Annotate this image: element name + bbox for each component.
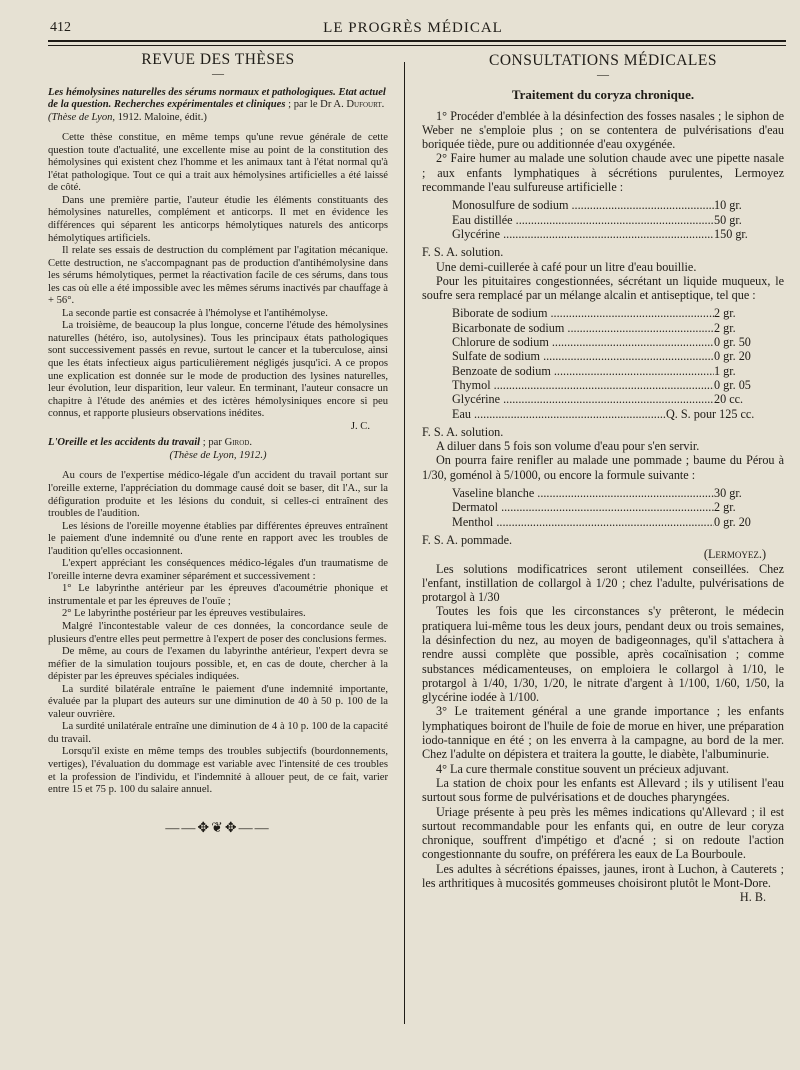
ingredient: Eau ..... bbox=[452, 407, 666, 421]
ingredient: Chlorure de sodium ..... bbox=[452, 335, 714, 349]
prescription-row bbox=[452, 213, 784, 227]
ingredient: Biborate de sodium ..... bbox=[452, 306, 714, 320]
fsa-note: F. S. A. solution. bbox=[422, 424, 504, 439]
prescription-row bbox=[452, 321, 784, 335]
right-paragraph: Les adultes à sécrétions épaisses, jaunes, iront à Luchon, à Cauterets ; les arthritiques à mucosités gommeuses choisiront plutôt le Mont-Dore. bbox=[422, 861, 784, 891]
prescription-row bbox=[452, 306, 784, 320]
title-dash: — bbox=[212, 65, 224, 80]
article1-signature: J. C. bbox=[350, 420, 370, 432]
prescription-row bbox=[452, 378, 784, 392]
quantity: 2 gr. bbox=[714, 500, 736, 515]
article2-paragraph: 1° Le labyrinthe antérieur par les épreuves d'acoumétrie phonique et instrumentale et par les épreuves de l'ouïe ; bbox=[48, 583, 388, 607]
right-paragraph: Les solutions modificatrices seront utilement conseillées. Chez l'enfant, instillation de collargol à 1/20 ; chez l'adulte, pulvérisations de protargol à 1/30 bbox=[422, 561, 784, 605]
quantity: 2 gr. bbox=[714, 320, 736, 335]
section-title-theses: REVUE DES THÈSES bbox=[141, 51, 295, 68]
prescription-row bbox=[452, 364, 784, 378]
quantity: 0 gr. 05 bbox=[714, 377, 751, 392]
right-paragraph: Uriage présente à peu près les mêmes indications qu'Allevard ; il est surtout recommandable pour les enfants qui, en outre de leur coryza chronique, souffrent d'impétigo et d'acné ; si on redoute l'action congestionnante du soufre, on préférera les eaux de La Bourboule. bbox=[422, 804, 784, 862]
quantity: 20 cc. bbox=[714, 392, 744, 407]
article2-author-prefix: ; par bbox=[202, 437, 222, 449]
prescription-row bbox=[452, 227, 784, 241]
quantity: 2 gr. bbox=[714, 306, 736, 321]
prescription-row bbox=[452, 500, 784, 514]
fsa-note: F. S. A. solution. bbox=[422, 245, 504, 260]
article1-citation: (Thèse de Lyon, bbox=[48, 111, 116, 123]
left-column bbox=[48, 44, 388, 835]
ingredient: Glycérine ..... bbox=[452, 227, 714, 241]
quantity: 10 gr. bbox=[714, 198, 742, 213]
right-paragraph: Une demi-cuillerée à café pour un litre d'eau bouillie. bbox=[436, 259, 697, 274]
prescription-row bbox=[452, 335, 784, 349]
fsa-note: F. S. A. pommade. bbox=[422, 532, 513, 547]
subtitle-coryza: Traitement du coryza chronique. bbox=[511, 87, 695, 103]
article2-paragraph: La surdité bilatérale entraîne le paiement d'une indemnité importante, évaluée par la plupart des auteurs sur une diminution de 40 à 50 p. 100 de la valeur ouvrière. bbox=[48, 683, 388, 720]
article1-paragraph: Il relate ses essais de destruction du complément par l'agitation mécanique. Cette destruction, ne s'accompagnant pas de production d'antihémolysine dans les sérums hémolytiques, permet la réactivation facile de ces sérums, dans tous les cas où elle a été impossible avec les mêmes sérums inactivés par chauffage à + 56°. bbox=[48, 245, 388, 307]
article1-title: Les hémolysines naturelles des sérums normaux et pathologiques. Etat actuel de la question. Recherches expérimentales et cliniques bbox=[48, 86, 386, 111]
article1-author: Dufourt. bbox=[346, 99, 385, 111]
ingredient: Vaseline blanche ..... bbox=[452, 486, 714, 500]
article1-citation-rest: 1912. Maloine, édit.) bbox=[117, 111, 207, 123]
right-column bbox=[422, 44, 784, 905]
right-paragraph: La station de choix pour les enfants est Allevard ; ils y utilisent l'eau surtout sous forme de pulvérisations et de douches pharyngées. bbox=[422, 775, 784, 805]
page-number: 412 bbox=[50, 20, 71, 35]
quantity: Q. S. pour 125 cc. bbox=[666, 406, 755, 421]
ingredient: Menthol ..... bbox=[452, 515, 714, 529]
article2-author: Girod. bbox=[224, 437, 252, 449]
article2-paragraph: Les lésions de l'oreille moyenne établies par différentes épreuves entraînent le paiement d'une indemnité ou d'une rente en rapport avec les troubles de l'audition qu'elles occasionnent. bbox=[48, 520, 388, 557]
ingredient: Monosulfure de sodium ..... bbox=[452, 198, 714, 212]
ingredient: Thymol ..... bbox=[452, 378, 714, 392]
ingredient: Benzoate de sodium ..... bbox=[452, 364, 714, 378]
article2-paragraph: L'expert appréciant les conséquences médico-légales d'un traumatisme de l'oreille interne devra examiner séparément et successivement : bbox=[48, 558, 388, 582]
prescription-2 bbox=[452, 306, 784, 420]
article2-paragraph: Malgré l'incontestable valeur de ces données, la concordance seule de plusieurs d'entre elles peut permettre à l'expert de poser des conclusions fermes. bbox=[48, 620, 388, 645]
prescription-row bbox=[452, 349, 784, 363]
ornament-divider: ——✥❦✥—— bbox=[165, 820, 271, 836]
section-title-consultations: CONSULTATIONS MÉDICALES bbox=[489, 52, 717, 69]
title-dash: — bbox=[597, 67, 609, 82]
article2-paragraph: Au cours de l'expertise médico-légale d'un accident du travail portant sur l'oreille externe, l'appréciation du dommage causé doit se baser, dit l'A., sur la défiguration produite et les lésions du conduit, si celles-ci entraînent des troubles de l'audition. bbox=[48, 470, 388, 520]
column-divider bbox=[404, 62, 405, 1024]
right-paragraph: 4° La cure thermale constitue souvent un précieux adjuvant. bbox=[436, 761, 729, 776]
article2-citation: (Thèse de Lyon, 1912.) bbox=[169, 449, 267, 461]
right-paragraph: A diluer dans 5 fois son volume d'eau pour s'en servir. bbox=[436, 439, 700, 454]
ingredient: Sulfate de sodium ..... bbox=[452, 349, 714, 363]
ingredient: Glycérine ..... bbox=[452, 392, 714, 406]
prescription-row bbox=[452, 392, 784, 406]
article2-paragraph: La surdité unilatérale entraîne une diminution de 4 à 10 p. 100 de la capacité du travail. bbox=[48, 721, 388, 745]
article1-paragraph: La seconde partie est consacrée à l'hémolyse et l'antihémolyse. bbox=[62, 307, 328, 319]
article1-paragraph: Dans une première partie, l'auteur étudie les éléments constituants des hémolysines naturelles, complément et anticorps. Il met en évidence les différences qui séparent les anticorps hémolytiques naturels des anticorps hémolytiques artificiels. bbox=[48, 194, 388, 244]
article1-paragraph: La troisième, de beaucoup la plus longue, concerne l'étude des hémolysines naturelles (hétéro, iso, autolysines). Tous les principaux états pathologiques sont successivement passés en revue, surtout le cancer et la tuberculose, ainsi que les états infectieux aigus particulièrement négligés jusqu'ici. A ce propos une explication est donnée sur le mode de production des lysines naturelles, leur évolution, leur disparition, leur valeur. En terminant, l'auteur consacre un chapitre à l'étude des anémies et des ictères hémolysiniques encore si peu connus, et rapporte plusieurs observations inédites. bbox=[48, 320, 388, 420]
attribution: (Lermoyez.) bbox=[703, 547, 766, 562]
article2-paragraph: De même, au cours de l'examen du labyrinthe antérieur, l'expert devra se méfier de la simulation toujours possible, et, en cas de doute, chercher à la dépister par les épreuves spéciales indiquées. bbox=[48, 646, 388, 683]
page-header bbox=[40, 18, 786, 38]
article2-paragraph: Lorsqu'il existe en même temps des troubles subjectifs (bourdonnements, vertiges), l'évaluation du dommage est variable avec l'intensité de ces troubles et la profession de l'individu, et l'indemnité à allouer peut, de ce fait, varier entre 15 et 75 p. 100 du salaire annuel. bbox=[48, 746, 388, 796]
right-paragraph: Toutes les fois que les circonstances s'y prêteront, le médecin pratiquera lui-même tous les deux jours, pendant deux ou trois semaines, la désinfection du nez, au moyen de badigeonnages, qu'il s'attachera à rendre aussi complète que possible, après cocaïnisation ; comme substances médicamenteuses, on emploiera le collargol à 1/10, le protargol à 1/40, 1/30, 1/20, le nitrate d'argent à 1/100, 1/60, 1/50, la glycérine iodée à 1/100. bbox=[422, 604, 784, 705]
right-paragraph: On pourra faire renifler au malade une pommade ; baume du Pérou à 1/30, goménol à 5/1000, ou encore la formule suivante : bbox=[422, 453, 784, 482]
prescription-row bbox=[452, 486, 784, 500]
ingredient: Bicarbonate de sodium ..... bbox=[452, 321, 714, 335]
journal-title: LE PROGRÈS MÉDICAL bbox=[323, 20, 503, 36]
right-paragraph: 2° Faire humer au malade une solution chaude avec une pipette nasale ; aux enfants lymphatiques à sécrétions purulentes, Lermoyez recommande l'eau sulfureuse artificielle : bbox=[422, 151, 784, 195]
right-signature: H. B. bbox=[739, 890, 766, 905]
article2-title: L'Oreille et les accidents du travail bbox=[48, 437, 201, 449]
quantity: 0 gr. 50 bbox=[714, 335, 751, 350]
quantity: 0 gr. 20 bbox=[714, 514, 751, 529]
quantity: 0 gr. 20 bbox=[714, 349, 751, 364]
ingredient: Eau distillée ..... bbox=[452, 213, 714, 227]
prescription-row bbox=[452, 515, 784, 529]
quantity: 1 gr. bbox=[714, 363, 736, 378]
quantity: 150 gr. bbox=[714, 226, 748, 241]
prescription-1 bbox=[452, 198, 784, 241]
prescription-row bbox=[452, 407, 784, 421]
article1-reference bbox=[48, 87, 388, 125]
prescription-row bbox=[452, 198, 784, 212]
right-paragraph: 1° Procéder d'emblée à la désinfection des fosses nasales ; le siphon de Weber ne s'emploie plus ; on se contentera de pulvérisations d'eau boriquée tiède, pure ou additionnée d'eau oxygénée. bbox=[422, 108, 784, 152]
columns bbox=[48, 44, 784, 1064]
quantity: 30 gr. bbox=[714, 486, 742, 501]
ingredient: Dermatol ..... bbox=[452, 500, 714, 514]
article2-paragraph: 2° Le labyrinthe postérieur par les épreuves vestibulaires. bbox=[62, 608, 306, 620]
article2-reference bbox=[48, 437, 388, 462]
right-paragraph: 3° Le traitement général a une grande importance ; les enfants lymphatiques boiront de l'huile de foie de morue en hiver, une préparation iodo-tannique en été ; on les enverra à la campagne, au bord de la mer. Chez l'adulte on dépistera et traitera la goutte, le diabète, l'albuminurie. bbox=[422, 704, 784, 762]
article1-author-prefix: ; par le Dr A. bbox=[288, 99, 344, 111]
quantity: 50 gr. bbox=[714, 212, 742, 227]
prescription-3 bbox=[452, 486, 784, 529]
right-paragraph: Pour les pituitaires congestionnées, sécrétant un liquide muqueux, le soufre sera remplacé par un mélange alcalin et antiseptique, tel que : bbox=[422, 273, 784, 303]
article1-paragraph: Cette thèse constitue, en même temps qu'une revue générale de cette question toute d'actualité, une excellente mise au point de la constitution des hémolysines qui existent chez l'homme et les animaux tant à l'état normal qu'à l'état pathologique. Tout ce qui a trait aux hémolysines artificielles a été laissé de côté. bbox=[48, 132, 388, 194]
